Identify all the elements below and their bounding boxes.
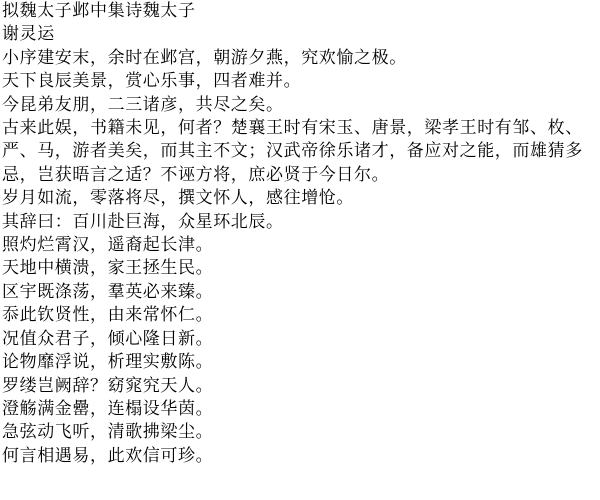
poem-line: 罗缕岂阙辞？窈窕究天人。 — [2, 375, 214, 396]
document-author: 谢灵运 — [2, 24, 55, 45]
preface-paragraph: 天下良辰美景，赏心乐事，四者难并。 — [2, 71, 302, 92]
document — [2, 0, 598, 468]
preface-paragraph: 岁月如流，零落将尽，撰文怀人，感往增怆。 — [2, 188, 354, 209]
preface-paragraph: 古来此娱，书籍未见，何者？楚襄王时有宋玉、唐景，梁孝王时有邹、枚、严、马，游者美矣，而其主不文；汉武帝徐乐诸才，备应对之能，而雄猜多忌，岂获晤言之适？不诬方将，庶必贤于今日尔。 — [2, 118, 583, 185]
poem-intro: 其辞曰：百川赴巨海，众星环北辰。 — [2, 211, 284, 232]
preface-paragraph: 今昆弟友朋，二三诸彦，共尽之矣。 — [2, 94, 284, 115]
poem-line: 忝此钦贤性，由来常怀仁。 — [2, 305, 214, 326]
poem-line: 天地中横溃，家王拯生民。 — [2, 258, 214, 279]
poem-line: 区宇既涤荡，羣英必来臻。 — [2, 281, 214, 302]
poem-line: 澄觞满金罍，连榻设华茵。 — [2, 398, 214, 419]
poem-line: 照灼烂霄汉，遥裔起长津。 — [2, 235, 214, 256]
poem-line: 急弦动飞听，清歌拂梁尘。 — [2, 422, 214, 443]
document-title: 拟魏太子邺中集诗魏太子 — [2, 1, 196, 21]
poem-line: 论物靡浮说，析理实敷陈。 — [2, 352, 214, 373]
poem-line: 况值众君子，倾心隆日新。 — [2, 328, 214, 349]
poem-line: 何言相遇易，此欢信可珍。 — [2, 445, 214, 466]
preface-paragraph: 小序建安末，余时在邺宫，朝游夕燕，究欢愉之极。 — [2, 47, 407, 68]
